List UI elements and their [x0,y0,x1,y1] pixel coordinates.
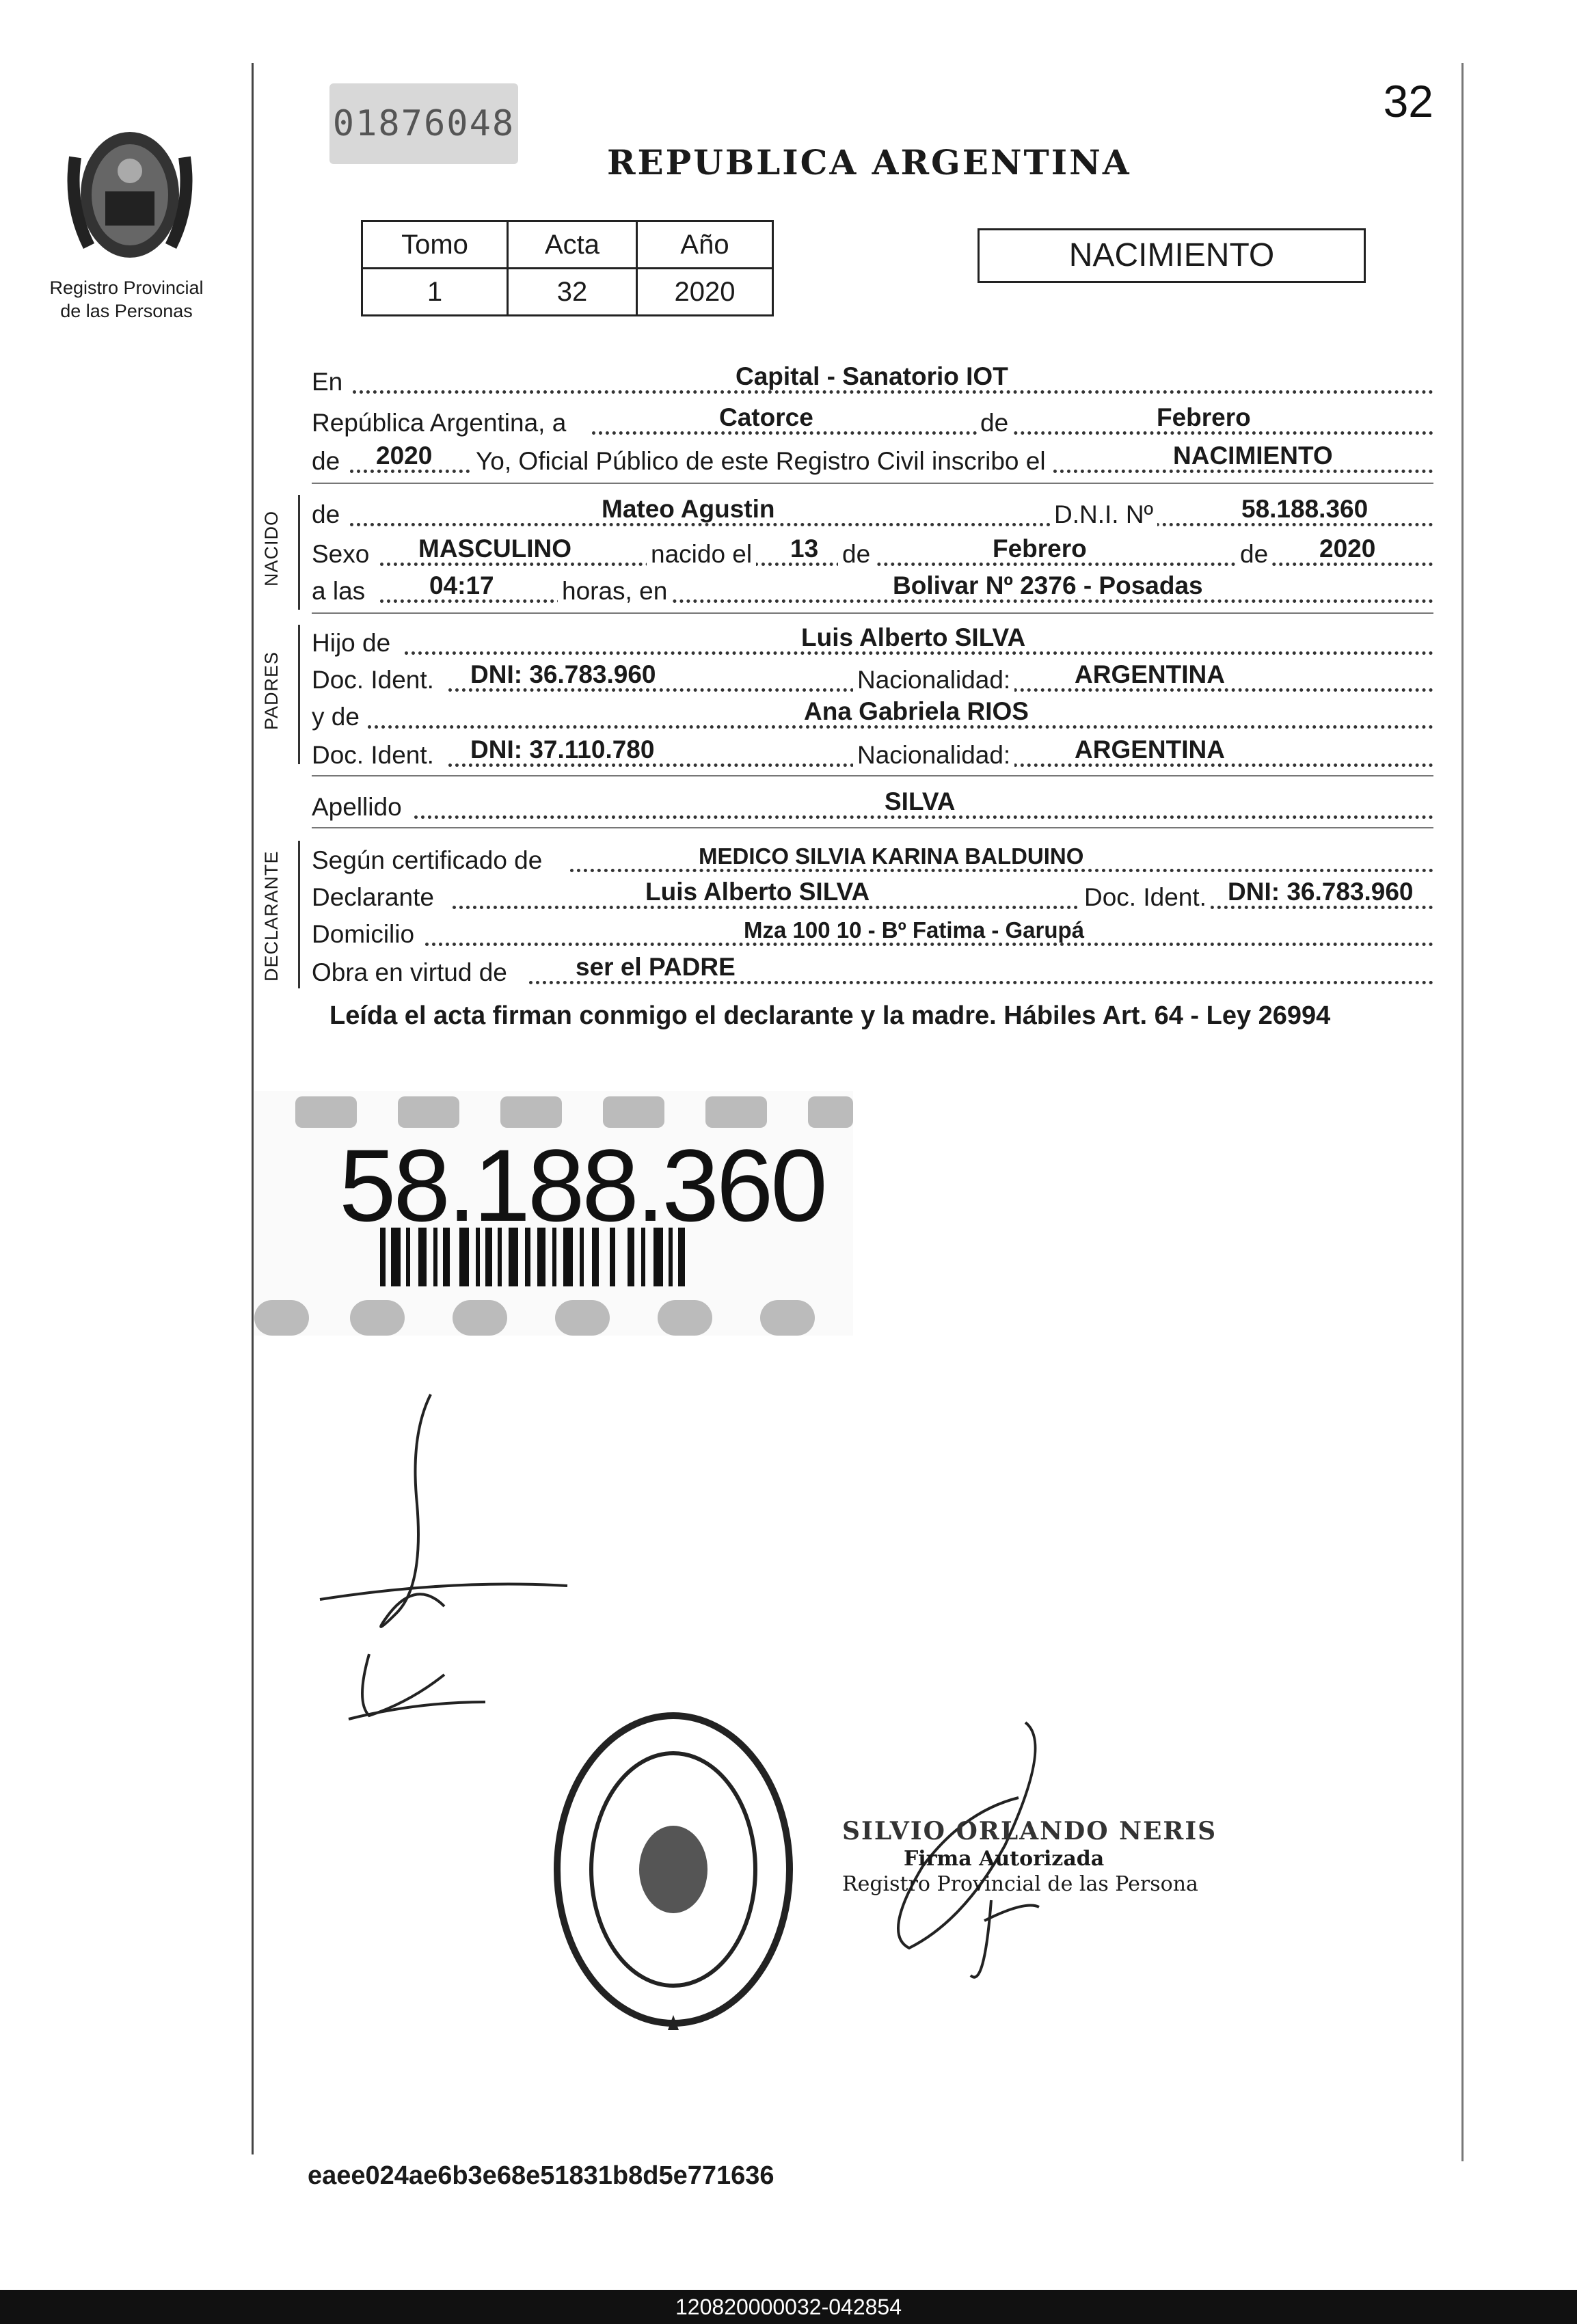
label-de-anio: de [1236,540,1272,569]
row-domicilio [312,913,1433,951]
row-padre-doc [312,659,1433,697]
label-en: En [312,368,343,396]
page-number: 32 [1383,76,1433,126]
value-dia-texto: Catorce [719,403,813,431]
label-nacionalidad2: Nacionalidad: [853,741,1014,770]
value-padre-doc: DNI: 36.783.960 [470,660,656,688]
right-margin-line [1461,63,1464,2161]
value-sexo: MASCULINO [418,535,572,563]
tomo-value: 1 [362,269,508,316]
page-title: REPUBLICA ARGENTINA [607,142,1131,183]
label-nacido-el: nacido el [647,540,756,569]
label-doc-ident2: Doc. Ident. [312,741,434,769]
value-obra: ser el PADRE [576,953,736,981]
label-obra: Obra en virtud de [312,958,507,986]
dni-big-number: 58.188.360 [339,1128,825,1243]
left-margin-line [252,63,254,2154]
act-type-box: NACIMIENTO [978,228,1366,283]
stamp-office: Registro Provincial de las Persona [842,1872,1198,1896]
value-dni: 58.188.360 [1241,495,1369,523]
row-sexo [312,533,1433,571]
value-lugar-nac: Bolivar Nº 2376 - Posadas [893,571,1203,599]
label-de2: de [312,447,340,475]
row-hora [312,570,1433,608]
label-doc-ident: Doc. Ident. [312,666,434,694]
tomo-acta-table [361,220,774,316]
row-obra [312,951,1433,990]
row-inscribo [312,440,1433,478]
label-nacionalidad: Nacionalidad: [853,666,1014,694]
logo-label-line2: de las Personas [60,301,193,321]
label-republica: República Argentina, a [312,409,567,437]
value-dia-nac: 13 [790,535,819,563]
label-dni: D.N.I. Nº [1050,500,1157,529]
label-yo-oficial: Yo, Oficial Público de este Registro Civil inscribo el [472,447,1050,476]
side-label-padres: PADRES [261,651,282,730]
tomo-header: Tomo [362,221,508,269]
value-padre-nac: ARGENTINA [1075,660,1225,688]
label-sexo: Sexo [312,540,370,568]
value-certificado: MEDICO SILVIA KARINA BALDUINO [699,843,1084,869]
logo-label-line1: Registro Provincial [49,278,204,298]
label-horas-en: horas, en [558,577,671,606]
province-seal-logo [62,116,198,273]
logo-label [27,276,226,323]
value-madre-nac: ARGENTINA [1075,735,1225,764]
value-anio-nac: 2020 [1319,535,1376,563]
value-declarante: Luis Alberto SILVA [645,878,870,906]
label-de-mes: de [838,540,874,569]
row-nombre [312,494,1433,532]
acta-value: 32 [508,269,637,316]
value-madre: Ana Gabriela RIOS [804,697,1029,725]
side-label-nacido: NACIDO [261,510,282,586]
document-hash: eaee024ae6b3e68e51831b8d5e771636 [308,2161,774,2190]
stamp-role: Firma Autorizada [904,1847,1105,1871]
anio-header: Año [637,221,773,269]
value-apellido: SILVA [885,787,956,815]
side-label-declarante: DECLARANTE [261,850,282,982]
label-doc-ident3: Doc. Ident. [1080,883,1211,912]
value-hora: 04:17 [429,571,494,599]
anio-value: 2020 [637,269,773,316]
row-lugar [312,361,1433,399]
row-fecha [312,402,1433,440]
value-nombre: Mateo Agustin [602,495,775,523]
row-madre-doc [312,734,1433,772]
acta-header: Acta [508,221,637,269]
label-domicilio: Domicilio [312,920,415,948]
signature-declarante [314,1381,602,1736]
label-segun: Según certificado de [312,846,543,874]
row-declarante [312,876,1433,915]
value-mes-nac: Febrero [993,535,1087,563]
label-de: de [978,409,1011,437]
row-padre [312,622,1433,660]
serial-number: 01876048 [329,83,518,164]
footer-code: 120820000032-042854 [0,2290,1577,2324]
value-declarante-doc: DNI: 36.783.960 [1228,878,1414,906]
row-certificado [312,839,1433,878]
label-apellido: Apellido [312,793,402,821]
round-stamp [547,1709,800,2030]
label-de-nacido: de [312,500,340,528]
value-tipo: NACIMIENTO [1173,442,1333,470]
value-mes-inscripcion: Febrero [1157,403,1251,431]
value-madre-doc: DNI: 37.110.780 [470,735,655,764]
value-padre: Luis Alberto SILVA [801,623,1026,651]
authorized-stamp [842,1817,1217,1896]
label-a-las: a las [312,577,366,605]
value-anio-inscripcion: 2020 [376,442,433,470]
value-domicilio: Mza 100 10 - Bº Fatima - Garupá [744,917,1085,943]
row-apellido [312,786,1433,824]
closing-text: Leída el acta firman conmigo el declarante y la madre. Hábiles Art. 64 - Ley 26994 [329,1001,1331,1030]
label-y-de: y de [312,703,360,731]
label-hijo-de: Hijo de [312,629,391,657]
label-declarante: Declarante [312,883,434,911]
row-madre [312,696,1433,734]
value-lugar: Capital - Sanatorio IOT [736,362,1008,390]
stamp-name: SILVIO ORLANDO NERIS [842,1817,1217,1846]
